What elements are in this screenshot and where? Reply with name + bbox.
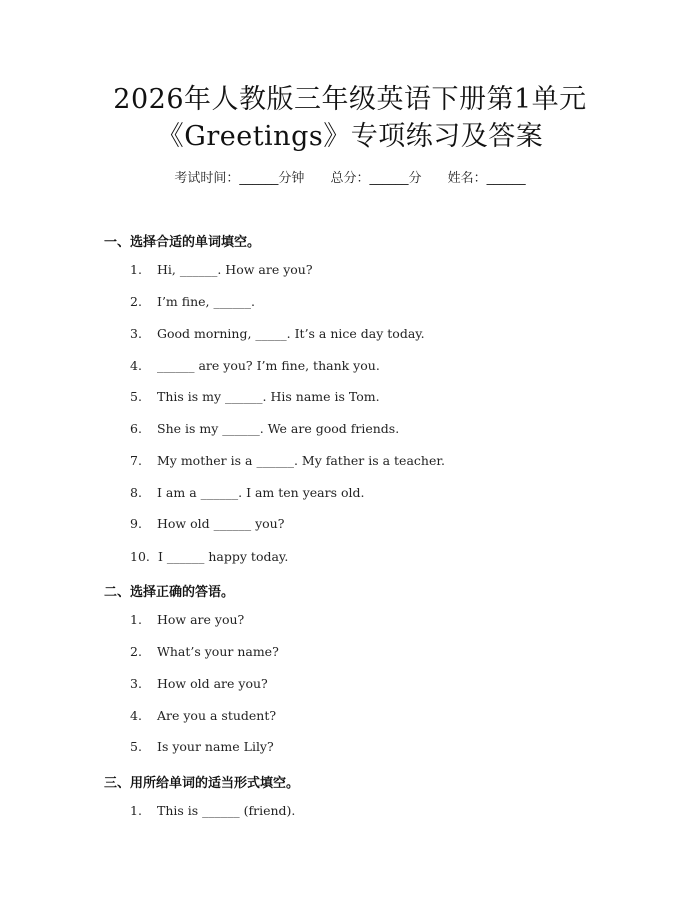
title-line-2: 《Greetings》专项练习及答案 <box>156 121 544 152</box>
question-number: 5. <box>130 389 142 404</box>
question-number: 4. <box>130 358 142 373</box>
question-text: What’s your name? <box>157 644 279 659</box>
question-item <box>130 612 244 627</box>
question-number: 9. <box>130 516 142 531</box>
question-text: ______ are you? I’m fine, thank you. <box>157 358 380 373</box>
question-text: My mother is a ______. My father is a teacher. <box>157 453 445 468</box>
question-number: 3. <box>130 676 142 691</box>
total-score: 总分：______分 <box>330 171 422 186</box>
section-heading: 三、用所给单词的适当形式填空。 <box>104 776 300 791</box>
question-text: How are you? <box>157 612 245 627</box>
question-item <box>130 676 268 691</box>
section-heading: 一、选择合适的单词填空。 <box>104 235 261 250</box>
question-number: 5. <box>130 739 142 754</box>
question-item <box>130 516 284 531</box>
question-number: 7. <box>130 453 142 468</box>
question-number: 6. <box>130 421 142 436</box>
question-number: 1. <box>130 612 142 627</box>
section-heading: 二、选择正确的答语。 <box>104 585 235 600</box>
question-text: How old ______ you? <box>157 516 285 531</box>
question-number: 4. <box>130 708 142 723</box>
question-number: 1. <box>130 262 142 277</box>
question-text: Hi, ______. How are you? <box>157 262 313 277</box>
question-text: I’m fine, ______. <box>157 294 255 309</box>
question-number: 8. <box>130 485 142 500</box>
question-number: 3. <box>130 326 142 341</box>
question-item <box>130 389 380 404</box>
question-number: 2. <box>130 294 142 309</box>
exam-time: 考试时间：______分钟 <box>174 171 305 186</box>
question-text: She is my ______. We are good friends. <box>157 421 400 436</box>
question-text: Good morning, _____. It’s a nice day today. <box>157 326 425 341</box>
student-name: 姓名：______ <box>447 171 526 186</box>
question-item <box>130 358 380 373</box>
question-text: Are you a student? <box>157 708 277 723</box>
question-number: 1. <box>130 803 142 818</box>
question-item <box>130 453 445 468</box>
question-item <box>130 708 276 723</box>
question-item <box>130 421 399 436</box>
question-number: 10. <box>130 549 150 564</box>
exam-info <box>0 167 700 186</box>
question-text: This is ______ (friend). <box>157 803 296 818</box>
question-text: I ______ happy today. <box>158 549 289 564</box>
title-line-1: 2026年人教版三年级英语下册第1单元 <box>113 84 587 115</box>
question-item <box>130 644 279 659</box>
question-text: I am a ______. I am ten years old. <box>157 485 365 500</box>
question-item <box>130 549 288 564</box>
question-text: Is your name Lily? <box>157 739 274 754</box>
question-text: This is my ______. His name is Tom. <box>157 389 380 404</box>
question-number: 2. <box>130 644 142 659</box>
question-item <box>130 803 295 818</box>
question-item <box>130 326 425 341</box>
question-item <box>130 485 364 500</box>
question-item <box>130 262 313 277</box>
question-item <box>130 739 274 754</box>
question-text: How old are you? <box>157 676 268 691</box>
question-item <box>130 294 255 309</box>
